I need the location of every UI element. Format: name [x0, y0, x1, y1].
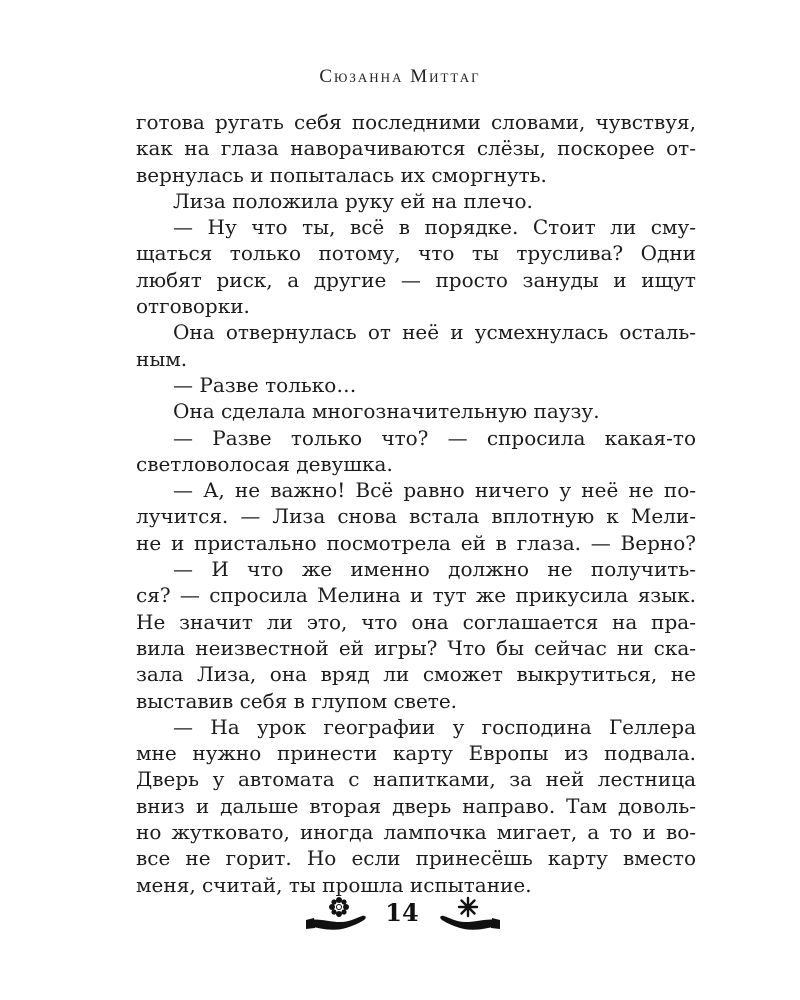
text-line: — Ну что ты, всё в порядке. Стоит ли сму-: [173, 215, 696, 240]
page-footer: [0, 896, 800, 946]
text-line: щаться только потому, что ты труслива? Одни: [136, 241, 696, 266]
text-line: светловолосая девушка.: [136, 451, 393, 476]
text-line: любят риск, а другие — просто зануды и ищут: [136, 267, 696, 292]
text-line: зала Лиза, она вряд ли сможет выкрутиться, не: [136, 662, 696, 687]
text-line: все не горит. Но если принесёшь карту вместо: [136, 846, 696, 871]
text-line: вернулась и попыталась их сморгнуть.: [136, 162, 547, 187]
text-line: но жутковато, иногда лампочка мигает, а то и во-: [136, 820, 696, 845]
page-number: 14: [385, 898, 419, 927]
text-line: — Разве только что? — спросила какая-то: [173, 425, 696, 450]
text-line: ся? — спросила Мелина и тут же прикусила язык.: [136, 583, 696, 608]
text-line: мне нужно принести карту Европы из подвала.: [136, 741, 696, 766]
text-line: — На урок географии у господина Геллера: [173, 714, 696, 739]
text-line: вила неизвестной ей игры? Что бы сейчас ни ска-: [136, 635, 696, 660]
text-line: отговорки.: [136, 294, 250, 319]
text-line: — А, не важно! Всё равно ничего у неё не по-: [173, 478, 696, 503]
hand-with-flower-icon: [306, 896, 368, 940]
text-line: — И что же именно должно не получить-: [173, 557, 696, 582]
text-line: Она отвернулась от неё и усмехнулась осталь-: [173, 320, 696, 345]
text-line: не и пристально посмотрела ей в глаза. — Верно?: [136, 530, 696, 555]
body-text: [136, 109, 696, 898]
text-line: меня, считай, ты прошла испытание.: [136, 872, 532, 897]
text-line: готова ругать себя последними словами, чувствуя,: [136, 110, 696, 134]
text-line: как на глаза наворачиваются слёзы, поскорее от-: [136, 136, 696, 161]
text-line: вниз и дальше вторая дверь направо. Там доволь-: [136, 793, 696, 818]
text-line: Лиза положила руку ей на плечо.: [173, 188, 533, 213]
running-head-author: Сюзанна Миттаг: [319, 66, 481, 87]
hand-with-snowflake-icon: [438, 896, 500, 940]
text-line: Она сделала многозначительную паузу.: [173, 399, 600, 424]
text-line: ным.: [136, 346, 188, 371]
text-line: Дверь у автомата с напитками, за ней лестница: [136, 767, 696, 792]
text-line: Не значит ли это, что она соглашается на пра-: [136, 609, 696, 634]
text-line: лучится. — Лиза снова встала вплотную к Мели-: [136, 504, 696, 529]
text-line: — Разве только…: [173, 372, 357, 397]
text-line: выставив себя в глупом свете.: [136, 688, 458, 713]
